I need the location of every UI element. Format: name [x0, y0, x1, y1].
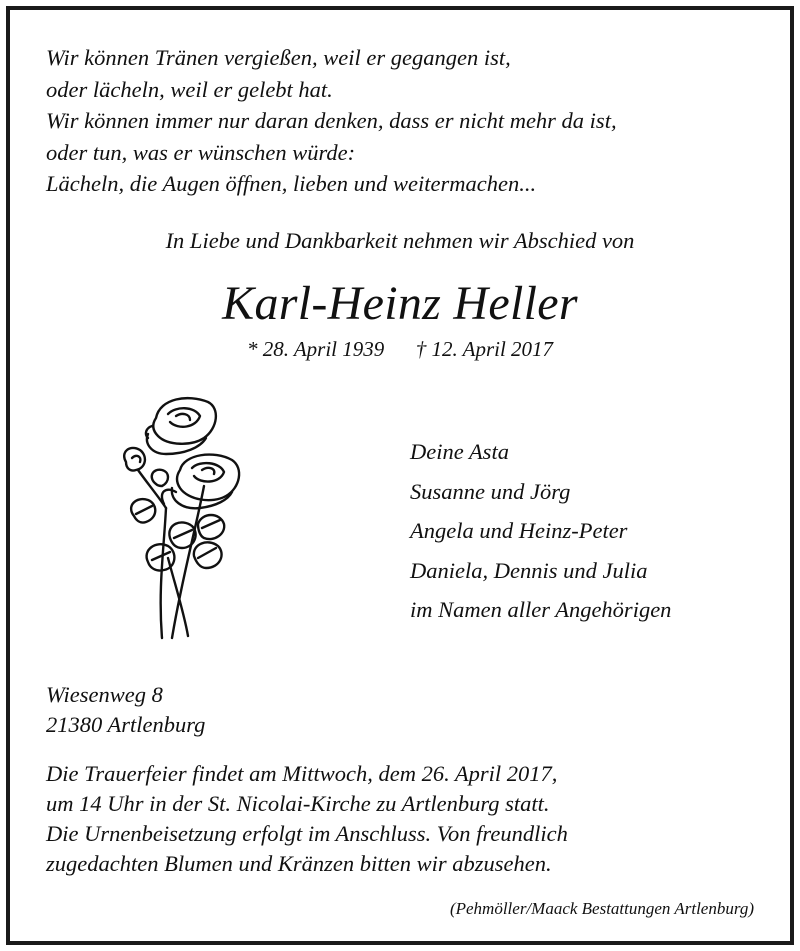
- address-city: 21380 Artlenburg: [46, 712, 206, 737]
- address-street: Wiesenweg 8: [46, 682, 163, 707]
- mourner-line: Deine Asta: [410, 439, 509, 464]
- farewell-intro: In Liebe und Dankbarkeit nehmen wir Abschied von: [165, 228, 635, 253]
- service-line: Die Urnenbeisetzung erfolgt im Anschluss. Von freundlich: [46, 821, 568, 846]
- mourner-line: Angela und Heinz-Peter: [410, 518, 628, 543]
- mourners-list: [410, 432, 671, 630]
- life-dates: [0, 337, 800, 362]
- poem: [46, 42, 766, 200]
- poem-line: oder lächeln, weil er gelebt hat.: [46, 76, 333, 102]
- poem-line: Wir können immer nur daran denken, dass er nicht mehr da ist,: [46, 108, 617, 133]
- poem-line: oder tun, was er wünschen würde:: [46, 139, 356, 165]
- service-line: zugedachten Blumen und Kränzen bitten wir abzusehen.: [46, 851, 552, 876]
- poem-line: Lächeln, die Augen öffnen, lieben und weitermachen...: [46, 171, 537, 196]
- service-line: um 14 Uhr in der St. Nicolai-Kirche zu Artlenburg statt.: [46, 791, 550, 816]
- death-date: † 12. April 2017: [415, 337, 554, 361]
- mourner-line: im Namen aller Angehörigen: [410, 597, 672, 622]
- address: [46, 680, 205, 740]
- poem-line: Wir können Tränen vergießen, weil er gegangen ist,: [46, 45, 511, 70]
- undertaker-credit: (Pehmöller/Maack Bestattungen Artlenburg): [449, 899, 754, 918]
- deceased-name: Karl-Heinz Heller: [222, 277, 578, 330]
- rose-icon: [96, 388, 256, 650]
- funeral-service-info: [46, 759, 568, 879]
- birth-date: * 28. April 1939: [246, 337, 385, 361]
- mourner-line: Daniela, Dennis und Julia: [410, 557, 648, 583]
- service-line: Die Trauerfeier findet am Mittwoch, dem 26. April 2017,: [46, 761, 558, 786]
- mourner-line: Susanne und Jörg: [410, 478, 571, 504]
